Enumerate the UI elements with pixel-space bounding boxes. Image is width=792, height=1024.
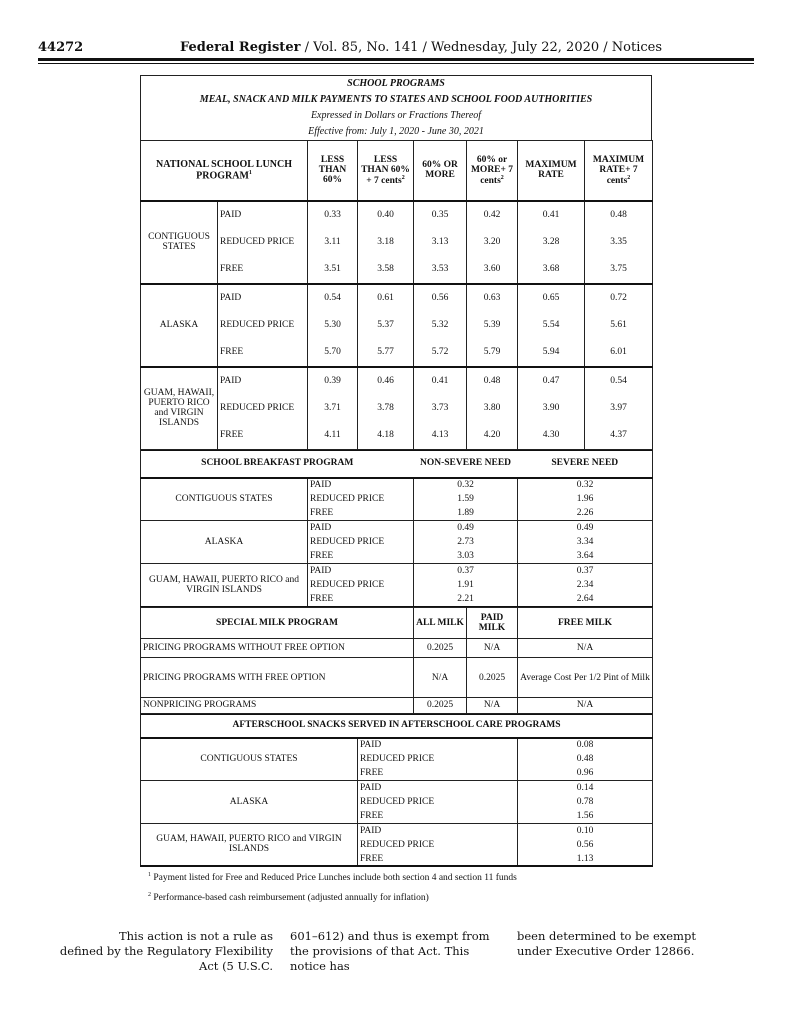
meal-type: PAID xyxy=(218,284,308,312)
rate-value: 0.47 xyxy=(518,367,585,395)
meal-type: REDUCED PRICE xyxy=(218,394,308,422)
rate-value: 3.51 xyxy=(308,256,358,284)
rate-value: 3.97 xyxy=(585,394,653,422)
rate-value: 4.37 xyxy=(585,422,653,450)
lunch-program-header xyxy=(141,141,308,201)
meal-type: REDUCED PRICE xyxy=(358,752,518,766)
program-name: NATIONAL SCHOOL LUNCH PROGRAM xyxy=(156,159,292,182)
rate-value: 0.41 xyxy=(518,201,585,229)
column-header: FREE MILK xyxy=(518,608,653,639)
meal-type: FREE xyxy=(308,506,414,520)
rate-value: 5.79 xyxy=(467,339,518,367)
issue-details: / Vol. 85, No. 141 / Wednesday, July 22, 2020 / Notices xyxy=(300,40,663,55)
region-label: GUAM, HAWAII, PUERTO RICO and VIRGIN ISLANDS xyxy=(141,823,358,866)
table-row xyxy=(141,284,653,312)
column-header xyxy=(518,141,585,201)
rate-value: 2.21 xyxy=(414,593,518,607)
rate-value: 0.63 xyxy=(467,284,518,312)
rate-value: 4.18 xyxy=(358,422,414,450)
rate-value: 0.46 xyxy=(358,367,414,395)
footnote-mark: 1 xyxy=(248,170,252,177)
milk-value: N/A xyxy=(467,639,518,658)
meal-type: FREE xyxy=(218,339,308,367)
meal-type: REDUCED PRICE xyxy=(358,795,518,809)
rate-value: 5.39 xyxy=(467,311,518,339)
rate-value: 0.42 xyxy=(467,201,518,229)
rate-value: 5.54 xyxy=(518,311,585,339)
rate-value: 3.34 xyxy=(518,535,653,549)
rate-value: 1.96 xyxy=(518,492,653,506)
table-row xyxy=(141,658,653,698)
rate-value: 0.48 xyxy=(467,367,518,395)
header-row xyxy=(141,450,653,478)
table-subtitle: MEAL, SNACK AND MILK PAYMENTS TO STATES AND SCHOOL FOOD AUTHORITIES xyxy=(199,94,593,105)
rate-value: 1.89 xyxy=(414,506,518,520)
rate-value: 0.32 xyxy=(414,478,518,492)
page-number: 44272 xyxy=(38,40,84,55)
column-header: PAID MILK xyxy=(467,608,518,639)
column-label: LESS THAN 60% xyxy=(318,155,347,186)
rate-value: 0.54 xyxy=(585,367,653,395)
rate-value: 5.72 xyxy=(414,339,467,367)
rate-value: 0.56 xyxy=(518,838,653,852)
rate-value: 0.08 xyxy=(518,738,653,752)
rate-value: 3.18 xyxy=(358,228,414,256)
region-label: GUAM, HAWAII, PUERTO RICO and VIRGIN ISLANDS xyxy=(141,564,308,607)
meal-type: FREE xyxy=(308,549,414,563)
rate-value: 0.49 xyxy=(518,521,653,535)
meal-type: FREE xyxy=(218,422,308,450)
rate-value: 0.72 xyxy=(585,284,653,312)
meal-type: FREE xyxy=(308,593,414,607)
rate-value: 5.30 xyxy=(308,311,358,339)
milk-value: N/A xyxy=(518,639,653,658)
rate-value: 0.54 xyxy=(308,284,358,312)
rate-value: 4.13 xyxy=(414,422,467,450)
meal-type: FREE xyxy=(358,852,518,866)
table-row xyxy=(141,738,653,752)
rate-value: 3.71 xyxy=(308,394,358,422)
rate-value: 4.11 xyxy=(308,422,358,450)
column-header xyxy=(585,141,653,201)
header-row xyxy=(141,714,653,738)
table-title-block xyxy=(140,75,652,141)
rate-value: 3.60 xyxy=(467,256,518,284)
meal-type: REDUCED PRICE xyxy=(308,535,414,549)
milk-value: 0.2025 xyxy=(414,698,467,714)
rate-value: 3.53 xyxy=(414,256,467,284)
table-row xyxy=(141,521,653,535)
meal-type: PAID xyxy=(358,780,518,794)
meal-type: PAID xyxy=(308,521,414,535)
footnote-mark: 2 xyxy=(627,174,631,181)
rate-value: 2.34 xyxy=(518,578,653,592)
rate-value: 0.33 xyxy=(308,201,358,229)
rate-value: 0.49 xyxy=(414,521,518,535)
footnote-1 xyxy=(148,872,517,883)
meal-type: FREE xyxy=(218,256,308,284)
footnote-mark: 1 xyxy=(148,872,151,878)
column-header xyxy=(414,141,467,201)
column-label: 60% or MORE+ 7 cents xyxy=(470,154,514,186)
rate-value: 0.78 xyxy=(518,795,653,809)
table-row xyxy=(141,228,653,256)
meal-type: REDUCED PRICE xyxy=(218,311,308,339)
rate-value: 4.20 xyxy=(467,422,518,450)
region-label: ALASKA xyxy=(141,284,218,367)
rate-value: 0.48 xyxy=(518,752,653,766)
footnote-mark: 2 xyxy=(401,174,405,181)
column-header xyxy=(358,141,414,201)
rate-value: 5.32 xyxy=(414,311,467,339)
rate-value: 3.64 xyxy=(518,549,653,563)
rate-value: 3.90 xyxy=(518,394,585,422)
milk-value: N/A xyxy=(467,698,518,714)
rate-value: 0.56 xyxy=(414,284,467,312)
column-header: ALL MILK xyxy=(414,608,467,639)
rate-value: 0.35 xyxy=(414,201,467,229)
rate-value: 3.58 xyxy=(358,256,414,284)
table-row xyxy=(141,394,653,422)
rate-value: 1.13 xyxy=(518,852,653,866)
meal-type: PAID xyxy=(218,201,308,229)
rate-value: 1.59 xyxy=(414,492,518,506)
rate-value: 0.39 xyxy=(308,367,358,395)
region-label: CONTIGUOUS STATES xyxy=(141,201,218,284)
column-label: MAXIMUM RATE xyxy=(525,160,577,181)
rate-value: 3.13 xyxy=(414,228,467,256)
table-effective-dates: Effective from: July 1, 2020 - June 30, 2021 xyxy=(308,126,484,137)
header-rule-thin xyxy=(38,63,754,64)
lunch-table xyxy=(140,140,653,451)
program-type: PRICING PROGRAMS WITH FREE OPTION xyxy=(141,658,414,698)
rate-value: 0.37 xyxy=(518,564,653,578)
rate-value: 3.75 xyxy=(585,256,653,284)
rate-value: 0.37 xyxy=(414,564,518,578)
meal-type: PAID xyxy=(308,564,414,578)
region-label: CONTIGUOUS STATES xyxy=(141,738,358,781)
body-column-2: 601–612) and thus is exempt from the provisions of that Act. This notice has xyxy=(290,929,490,973)
rate-value: 3.11 xyxy=(308,228,358,256)
table-units: Expressed in Dollars or Fractions Thereof xyxy=(310,110,482,121)
rate-value: 5.77 xyxy=(358,339,414,367)
column-header xyxy=(467,141,518,201)
footnote-mark: 2 xyxy=(148,892,151,898)
rate-value: 5.94 xyxy=(518,339,585,367)
program-type: PRICING PROGRAMS WITHOUT FREE OPTION xyxy=(141,639,414,658)
table-row xyxy=(141,639,653,658)
rate-value: 2.26 xyxy=(518,506,653,520)
snacks-header: AFTERSCHOOL SNACKS SERVED IN AFTERSCHOOL CARE PROGRAMS xyxy=(141,714,653,738)
rate-value: 3.68 xyxy=(518,256,585,284)
column-header: NON-SEVERE NEED xyxy=(414,450,518,478)
publication-name: Federal Register xyxy=(180,40,301,55)
meal-type: PAID xyxy=(358,738,518,752)
region-label: GUAM, HAWAII, PUERTO RICO and VIRGIN ISLANDS xyxy=(141,367,218,450)
rate-value: 4.30 xyxy=(518,422,585,450)
table-title: SCHOOL PROGRAMS xyxy=(347,78,445,89)
meal-type: FREE xyxy=(358,809,518,823)
rate-value: 2.64 xyxy=(518,593,653,607)
rate-value: 3.20 xyxy=(467,228,518,256)
table-row xyxy=(141,478,653,492)
rate-value: 3.73 xyxy=(414,394,467,422)
rate-value: 0.61 xyxy=(358,284,414,312)
rate-value: 3.28 xyxy=(518,228,585,256)
header-row xyxy=(141,608,653,639)
rate-value: 0.41 xyxy=(414,367,467,395)
body-column-1: This action is not a rule as defined by the Regulatory Flexibility Act (5 U.S.C. xyxy=(59,929,273,973)
table-row xyxy=(141,780,653,794)
footnote-text: Performance-based cash reimbursement (adjusted annually for inflation) xyxy=(153,893,429,904)
meal-type: PAID xyxy=(308,478,414,492)
rate-value: 3.03 xyxy=(414,549,518,563)
snacks-table xyxy=(140,713,653,867)
rate-value: 0.40 xyxy=(358,201,414,229)
meal-type: PAID xyxy=(358,823,518,837)
meal-type: REDUCED PRICE xyxy=(308,492,414,506)
region-label: ALASKA xyxy=(141,780,358,823)
table-row xyxy=(141,201,653,229)
footnote-mark: 2 xyxy=(500,174,504,181)
table-row xyxy=(141,564,653,578)
rate-value: 0.48 xyxy=(585,201,653,229)
milk-program-header: SPECIAL MILK PROGRAM xyxy=(141,608,414,639)
rate-value: 3.80 xyxy=(467,394,518,422)
column-header xyxy=(308,141,358,201)
rate-value: 5.70 xyxy=(308,339,358,367)
table-row xyxy=(141,339,653,367)
milk-value: N/A xyxy=(518,698,653,714)
rate-value: 1.56 xyxy=(518,809,653,823)
milk-table xyxy=(140,607,653,715)
rate-value: 1.91 xyxy=(414,578,518,592)
milk-value: 0.2025 xyxy=(414,639,467,658)
footnote-2 xyxy=(148,892,429,903)
meal-type: PAID xyxy=(218,367,308,395)
table-row xyxy=(141,256,653,284)
rate-value: 0.10 xyxy=(518,823,653,837)
column-label: LESS THAN 60% + 7 cents xyxy=(361,154,410,186)
footnote-text: Payment listed for Free and Reduced Price Lunches include both section 4 and section 11 funds xyxy=(153,873,517,884)
region-label: ALASKA xyxy=(141,521,308,564)
body-column-3: been determined to be exempt under Executive Order 12866. xyxy=(517,929,696,958)
milk-value: 0.2025 xyxy=(467,658,518,698)
breakfast-program-header: SCHOOL BREAKFAST PROGRAM xyxy=(141,450,414,478)
running-header xyxy=(180,40,662,55)
rate-value: 0.14 xyxy=(518,780,653,794)
rate-value: 0.96 xyxy=(518,766,653,780)
rate-value: 0.32 xyxy=(518,478,653,492)
milk-value: Average Cost Per 1/2 Pint of Milk xyxy=(518,658,653,698)
rate-value: 0.65 xyxy=(518,284,585,312)
rate-value: 3.35 xyxy=(585,228,653,256)
column-header: SEVERE NEED xyxy=(518,450,653,478)
header-rule xyxy=(38,58,754,61)
table-row xyxy=(141,698,653,714)
table-row xyxy=(141,367,653,395)
rate-value: 5.61 xyxy=(585,311,653,339)
milk-value: N/A xyxy=(414,658,467,698)
rate-value: 5.37 xyxy=(358,311,414,339)
column-label: MAXIMUM RATE+ 7 cents xyxy=(592,154,645,186)
meal-type: REDUCED PRICE xyxy=(358,838,518,852)
program-type: NONPRICING PROGRAMS xyxy=(141,698,414,714)
meal-type: REDUCED PRICE xyxy=(308,578,414,592)
rate-value: 6.01 xyxy=(585,339,653,367)
rate-value: 3.78 xyxy=(358,394,414,422)
table-row xyxy=(141,422,653,450)
breakfast-table xyxy=(140,449,653,608)
rate-value: 2.73 xyxy=(414,535,518,549)
meal-type: FREE xyxy=(358,766,518,780)
region-label: CONTIGUOUS STATES xyxy=(141,478,308,521)
column-label: 60% OR MORE xyxy=(422,160,458,181)
meal-type: REDUCED PRICE xyxy=(218,228,308,256)
table-row xyxy=(141,823,653,837)
header-row xyxy=(141,141,653,201)
table-row xyxy=(141,311,653,339)
